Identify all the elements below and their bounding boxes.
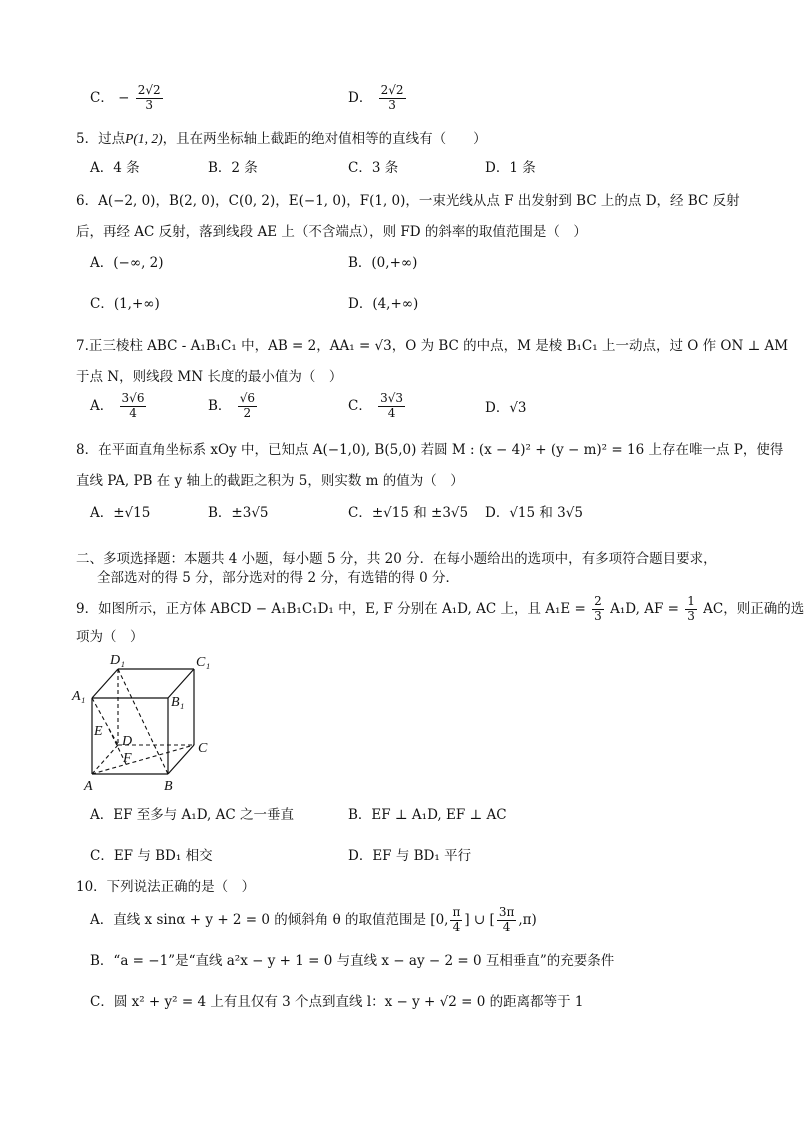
q4-option-d bbox=[348, 84, 408, 113]
q8-option-a: A．±√15 bbox=[90, 505, 151, 521]
numerator: 3π bbox=[498, 905, 515, 919]
label-f: F bbox=[123, 751, 132, 766]
q9-option-c: C．EF 与 BD₁ 相交 bbox=[90, 848, 213, 864]
option-label: C． bbox=[348, 397, 372, 414]
q5-option-c: C．3 条 bbox=[348, 160, 399, 176]
interval-right: ] bbox=[464, 911, 470, 928]
q4-option-c bbox=[90, 84, 165, 113]
fraction bbox=[592, 595, 604, 624]
numerator: 3√6 bbox=[121, 391, 145, 405]
denominator: 2 bbox=[243, 405, 252, 420]
q9-text-b: A₁D, AF = bbox=[610, 600, 679, 617]
q8-option-b: B．±3√5 bbox=[208, 505, 269, 521]
section-heading: 二、多项选择题：本题共 4 小题，每小题 5 分，共 20 分．在每小题给出的选项中，有多项符合题目要求， bbox=[76, 551, 717, 567]
interval-right: ,π) bbox=[518, 911, 537, 928]
fraction bbox=[120, 392, 147, 421]
q5-stem-a: 5．过点 bbox=[76, 131, 126, 147]
fraction bbox=[238, 392, 257, 421]
q6-line2: 后，再经 AC 反射，落到线段 AE 上（不含端点），则 FD 的斜率的取值范围是（ ） bbox=[76, 224, 587, 240]
q5-option-a: A．4 条 bbox=[90, 160, 140, 176]
numerator: 2√2 bbox=[380, 83, 404, 97]
numerator: 2 bbox=[594, 594, 602, 608]
q9-line2: 项为（ ） bbox=[76, 629, 144, 645]
label-c1: C₁ bbox=[196, 655, 211, 670]
q9-text-c: AC，则正确的选 bbox=[703, 600, 804, 617]
label-b: B bbox=[164, 779, 173, 794]
q6-option-a: A．(−∞, 2) bbox=[90, 255, 164, 271]
q5-stem-b: ，且在两坐标轴上截距的绝对值相等的直线有（ ） bbox=[162, 131, 487, 147]
q7-option-d bbox=[485, 400, 527, 417]
q10-option-c: C．圆 x² + y² = 4 上有且仅有 3 个点到直线 l：x − y + √2 = 0 的距离都等于 1 bbox=[90, 994, 584, 1010]
fraction bbox=[379, 84, 406, 113]
fraction bbox=[136, 84, 163, 113]
q9-line1 bbox=[76, 595, 804, 624]
q6-line1: 6．A(−2, 0)，B(2, 0)，C(0, 2)，E(−1, 0)，F(1, 0)，一束光线从点 F 出发射到 BC 上的点 D，经 BC 反射 bbox=[76, 193, 740, 209]
label-c: C bbox=[198, 741, 208, 756]
q7-option-a bbox=[90, 392, 148, 421]
fraction bbox=[378, 392, 405, 421]
minus-sign: − bbox=[118, 89, 130, 106]
fraction bbox=[497, 906, 517, 935]
q9-text-a: 9．如图所示，正方体 ABCD − A₁B₁C₁D₁ 中，E, F 分别在 A₁D, AC 上，且 A₁E = bbox=[76, 600, 586, 617]
q8-option-d: D．√15 和 3√5 bbox=[485, 505, 583, 521]
option-label: C． bbox=[90, 89, 114, 106]
edge-ad bbox=[92, 745, 118, 774]
q5-point: P(1, 2) bbox=[125, 131, 163, 146]
edge-bc bbox=[168, 745, 194, 774]
q10-option-a bbox=[90, 906, 537, 935]
fraction bbox=[685, 595, 697, 624]
section-heading-line2: 全部选对的得 5 分，部分选对的得 2 分，有选错的得 0 分． bbox=[97, 570, 460, 586]
denominator: 4 bbox=[129, 405, 137, 420]
q10-a-text: A．直线 x sinα + y + 2 = 0 的倾斜角 θ 的取值范围是 bbox=[90, 911, 426, 928]
q5-option-d: D．1 条 bbox=[485, 160, 536, 176]
q5-stem bbox=[76, 131, 487, 148]
label-d: D bbox=[122, 734, 133, 749]
q8-option-c: C．±√15 和 ±3√5 bbox=[348, 505, 469, 521]
q9-option-a: A．EF 至多与 A₁D, AC 之一垂直 bbox=[90, 807, 295, 823]
numerator: 2√2 bbox=[137, 83, 161, 97]
numerator: 3√3 bbox=[380, 391, 404, 405]
q7-option-b bbox=[208, 392, 259, 421]
interval-left: [ bbox=[489, 911, 495, 928]
label-a: A bbox=[84, 779, 93, 794]
q8-line2: 直线 PA, PB 在 y 轴上的截距之积为 5，则实数 m 的值为（ ） bbox=[76, 473, 464, 489]
q7-line1: 7.正三棱柱 ABC - A₁B₁C₁ 中，AB = 2，AA₁ = √3，O 为 BC 的中点，M 是棱 B₁C₁ 上一动点，过 O 作 ON ⊥ AM bbox=[76, 338, 789, 354]
label-b1: B₁ bbox=[171, 695, 185, 710]
q10-stem: 10．下列说法正确的是（ ） bbox=[76, 879, 256, 895]
option-label: B． bbox=[208, 397, 232, 414]
q6-option-b: B．(0,+∞) bbox=[348, 255, 418, 271]
denominator: 3 bbox=[388, 97, 396, 112]
option-text: √3 bbox=[509, 400, 527, 416]
edge-b1c1 bbox=[168, 669, 194, 698]
fraction bbox=[450, 906, 462, 935]
denominator: 3 bbox=[145, 97, 154, 112]
q7-option-c bbox=[348, 392, 407, 421]
option-label: D． bbox=[348, 89, 373, 106]
q6-option-d: D．(4,+∞) bbox=[348, 296, 419, 312]
denominator: 3 bbox=[594, 608, 602, 623]
interval-left: [0, bbox=[430, 911, 449, 928]
option-label: D． bbox=[485, 400, 510, 416]
cube-figure bbox=[70, 648, 220, 796]
denominator: 4 bbox=[452, 919, 461, 934]
denominator: 4 bbox=[502, 919, 511, 934]
numerator: π bbox=[452, 905, 461, 919]
label-e: E bbox=[94, 724, 103, 739]
union-symbol: ∪ bbox=[473, 911, 486, 928]
label-d1: D₁ bbox=[110, 653, 125, 668]
denominator: 4 bbox=[387, 405, 396, 420]
q7-line2: 于点 N，则线段 MN 长度的最小值为（ ） bbox=[76, 369, 343, 385]
q8-line1: 8．在平面直角坐标系 xOy 中，已知点 A(−1,0), B(5,0) 若圆 M : (x − 4)² + (y − m)² = 16 上存在唯一点 P，使得 bbox=[76, 442, 784, 458]
numerator: 1 bbox=[687, 594, 695, 608]
segment-ac bbox=[92, 745, 194, 774]
option-label: A． bbox=[90, 397, 114, 414]
q6-option-c: C．(1,+∞) bbox=[90, 296, 160, 312]
q9-option-d: D．EF 与 BD₁ 平行 bbox=[348, 848, 472, 864]
label-a1: A₁ bbox=[72, 689, 86, 704]
q5-option-b: B．2 条 bbox=[208, 160, 258, 176]
q10-option-b: B．“a = −1”是“直线 a²x − y + 1 = 0 与直线 x − ay − 2 = 0 互相垂直”的充要条件 bbox=[90, 953, 615, 969]
numerator: √6 bbox=[239, 391, 255, 405]
denominator: 3 bbox=[687, 608, 695, 623]
q9-option-b: B．EF ⊥ A₁D, EF ⊥ AC bbox=[348, 807, 507, 823]
edge-a1d1 bbox=[92, 669, 118, 698]
